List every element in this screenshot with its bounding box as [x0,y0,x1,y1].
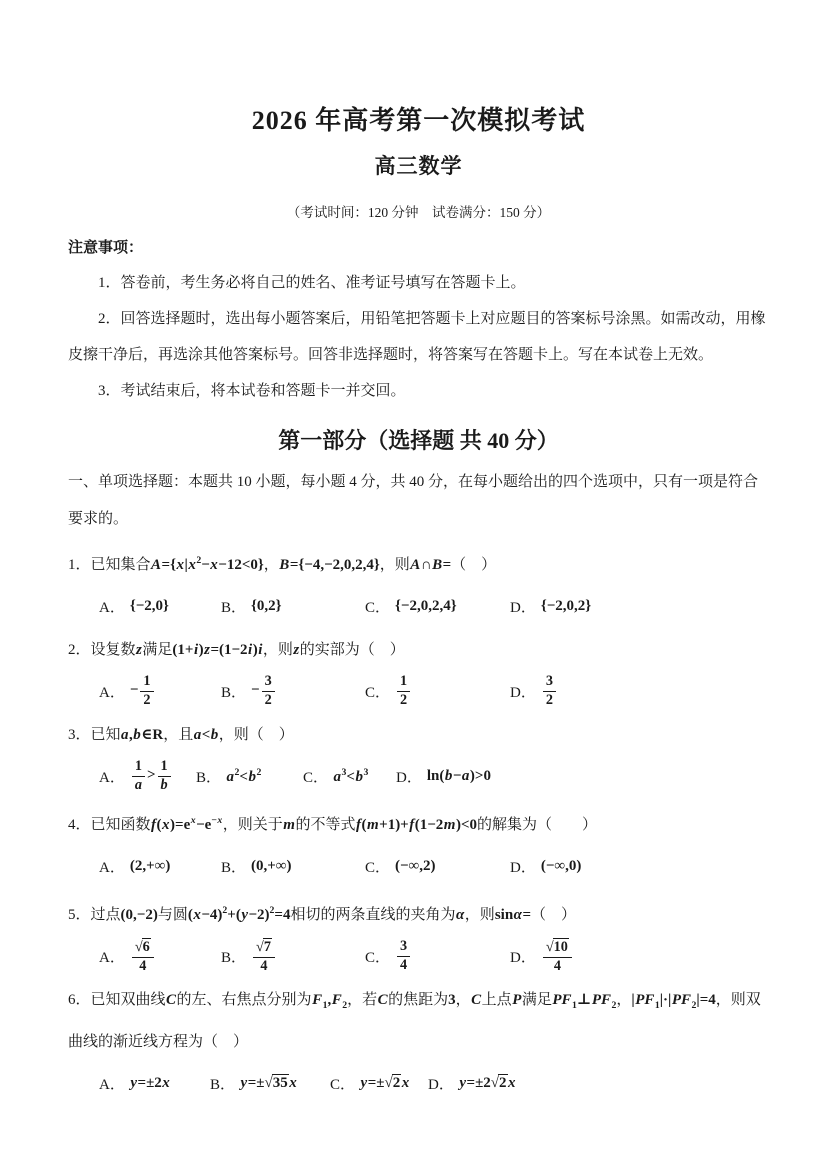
option-value: √ $\frac{6}{4}$ [130,938,156,975]
exam-meta: （考试时间：120 分钟 试卷满分：150 分） [286,205,551,220]
question-6-option-b [210,1073,330,1094]
option-value: $a^2<b^2$ [226,766,262,785]
question-5-options [68,935,769,977]
option-value: {0,2} [251,597,282,614]
option-value: y=±2x [130,1074,170,1091]
question-1 [68,542,769,627]
question-6-option-a [99,1073,210,1094]
option-label: D． [396,769,422,786]
option-label: B． [221,684,247,701]
option-value: $\frac{3}{2}$ [541,674,558,709]
question-stem-text: 已知a,b∈R，且a<b，则（ ） [90,727,294,743]
question-1-options [68,585,769,627]
question-3 [68,717,769,797]
question-1-option-a [99,596,221,617]
question-number: 5． [68,907,91,923]
question-5 [68,892,769,977]
question-3-option-a [99,759,196,794]
question-2-option-a [99,674,221,709]
option-value: y=± √ 35 x [240,1074,297,1092]
question-6-option-c [330,1073,428,1094]
question-number: 4． [68,817,91,833]
question-number: 6． [68,992,91,1008]
option-label: C． [365,684,391,701]
question-2-option-c [365,674,510,709]
option-value: {−2,0,2} [540,597,592,614]
question-5-option-b [221,938,365,975]
question-3-stem [68,717,769,754]
option-value: y=±2 √ 2 x [459,1074,516,1092]
option-label: A． [99,1076,125,1093]
question-5-option-d [510,938,574,975]
notice-heading: 注意事项： [68,240,144,256]
option-label: A． [99,859,125,876]
option-label: C． [330,1076,356,1093]
option-value: {−2,0} [129,597,169,614]
question-5-stem [68,892,769,934]
option-value: √ $\frac{7}{4}$ [251,938,277,975]
question-6-option-d [428,1073,516,1094]
option-value: ln(b−a)>0 [426,767,491,784]
option-label: C． [365,859,391,876]
part-1-heading: 第一部分（选择题 共 40 分） [278,428,559,453]
question-stem-text: 已知双曲线C的左、右焦点分别为$F_1,F_2$，若C的焦距为3，C上点P满足$PF_1\perp PF_2$，$|PF_1|\cdot|PF_2|=4$，则双曲线的渐近线方程为（ ） [68,992,761,1050]
question-6 [68,982,769,1104]
option-label: B． [210,1076,236,1093]
question-5-option-c [365,939,510,974]
option-label: D． [428,1076,454,1093]
question-1-option-c [365,596,510,617]
question-6-stem [68,982,769,1061]
option-label: C． [365,599,391,616]
section-intro: 一、单项选择题：本题共 10 小题，每小题 4 分，共 40 分，在每小题给出的四个选项中，只有一项是符合要求的。 [68,474,759,527]
option-value: y=± √ 2 x [360,1074,410,1092]
question-number: 1． [68,557,91,573]
question-2-options [68,670,769,712]
option-label: A． [99,599,125,616]
question-2-stem [68,632,769,669]
question-4-option-a [99,856,221,877]
option-label: B． [221,949,247,966]
question-4-option-b [221,856,365,877]
question-4 [68,802,769,887]
question-4-options [68,845,769,887]
question-number: 2． [68,642,91,658]
notice-item-1: 1．答卷前，考生务必将自己的姓名、准考证号填写在答题卡上。 [98,275,526,291]
notice-section [68,231,769,409]
option-value: (2,+∞) [129,857,171,874]
question-1-option-b [221,596,365,617]
option-value: (−∞,0) [540,857,582,874]
option-label: D． [510,859,536,876]
option-label: A． [99,769,125,786]
question-stem-text: 已知函数$f(x)=e^x-e^{-x}$，则关于m的不等式f(m+1)+f(1−2m)<0的解集为（ ） [90,815,598,833]
option-label: A． [99,684,125,701]
option-label: D． [510,599,536,616]
option-label: C． [303,769,329,786]
question-3-option-d [396,766,491,787]
option-label: B． [221,859,247,876]
question-3-options [68,755,769,797]
question-2 [68,632,769,712]
option-label: D． [510,684,536,701]
option-value: (0,+∞) [251,857,292,874]
question-1-option-d [510,596,591,617]
exam-title: 2026 年高考第一次模拟考试 [251,106,586,135]
notice-item-2: 2．回答选择题时，选出每小题答案后，用铅笔把答题卡上对应题目的答案标号涂黑。如需改动，用橡皮擦干净后，再选涂其他答案标号。回答非选择题时，将答案写在答题卡上。写在本试卷上无效。 [68,311,766,363]
question-5-option-a [99,938,221,975]
option-label: B． [196,769,222,786]
question-number: 3． [68,727,91,743]
question-3-option-b [196,766,303,787]
option-value: $a^3<b^3$ [333,766,369,785]
option-label: A． [99,949,125,966]
option-value: $\frac{3}{4}$ [395,939,412,974]
option-value: − $\frac{1}{2}$ [130,674,156,709]
question-stem-text: 过点(0,−2)与圆$(x-4)^2+(y-2)^2=4$相切的两条直线的夹角为α，则sinα=（ ） [90,905,577,923]
option-label: D． [510,949,536,966]
option-value: $\frac{1}{2}$ [395,674,412,709]
notice-item-3: 3．考试结束后，将本试卷和答题卡一并交回。 [98,383,406,399]
question-4-stem [68,802,769,844]
question-stem-text: 已知集合$A=\{x|x^2-x-12<0\}$，B={−4,−2,0,2,4}，则A∩B=（ ） [90,555,497,573]
option-label: B． [221,599,247,616]
option-value: √ $\frac{10}{4}$ [541,938,574,975]
question-2-option-b [221,674,365,709]
exam-subject: 高三数学 [374,154,463,178]
option-value: {−2,0,2,4} [395,597,457,614]
question-6-options [68,1062,769,1104]
option-value: (−∞,2) [395,857,436,874]
question-2-option-d [510,674,558,709]
question-stem-text: 设复数z满足(1+i)z=(1−2i)i，则z的实部为（ ） [90,642,405,658]
option-value: $\frac{1}{a}$ > $\frac{1}{b}$ [130,759,173,794]
question-4-option-c [365,856,510,877]
question-1-stem [68,542,769,584]
option-label: C． [365,949,391,966]
option-value: − $\frac{3}{2}$ [251,674,277,709]
question-3-option-c [303,766,396,787]
question-4-option-d [510,856,581,877]
